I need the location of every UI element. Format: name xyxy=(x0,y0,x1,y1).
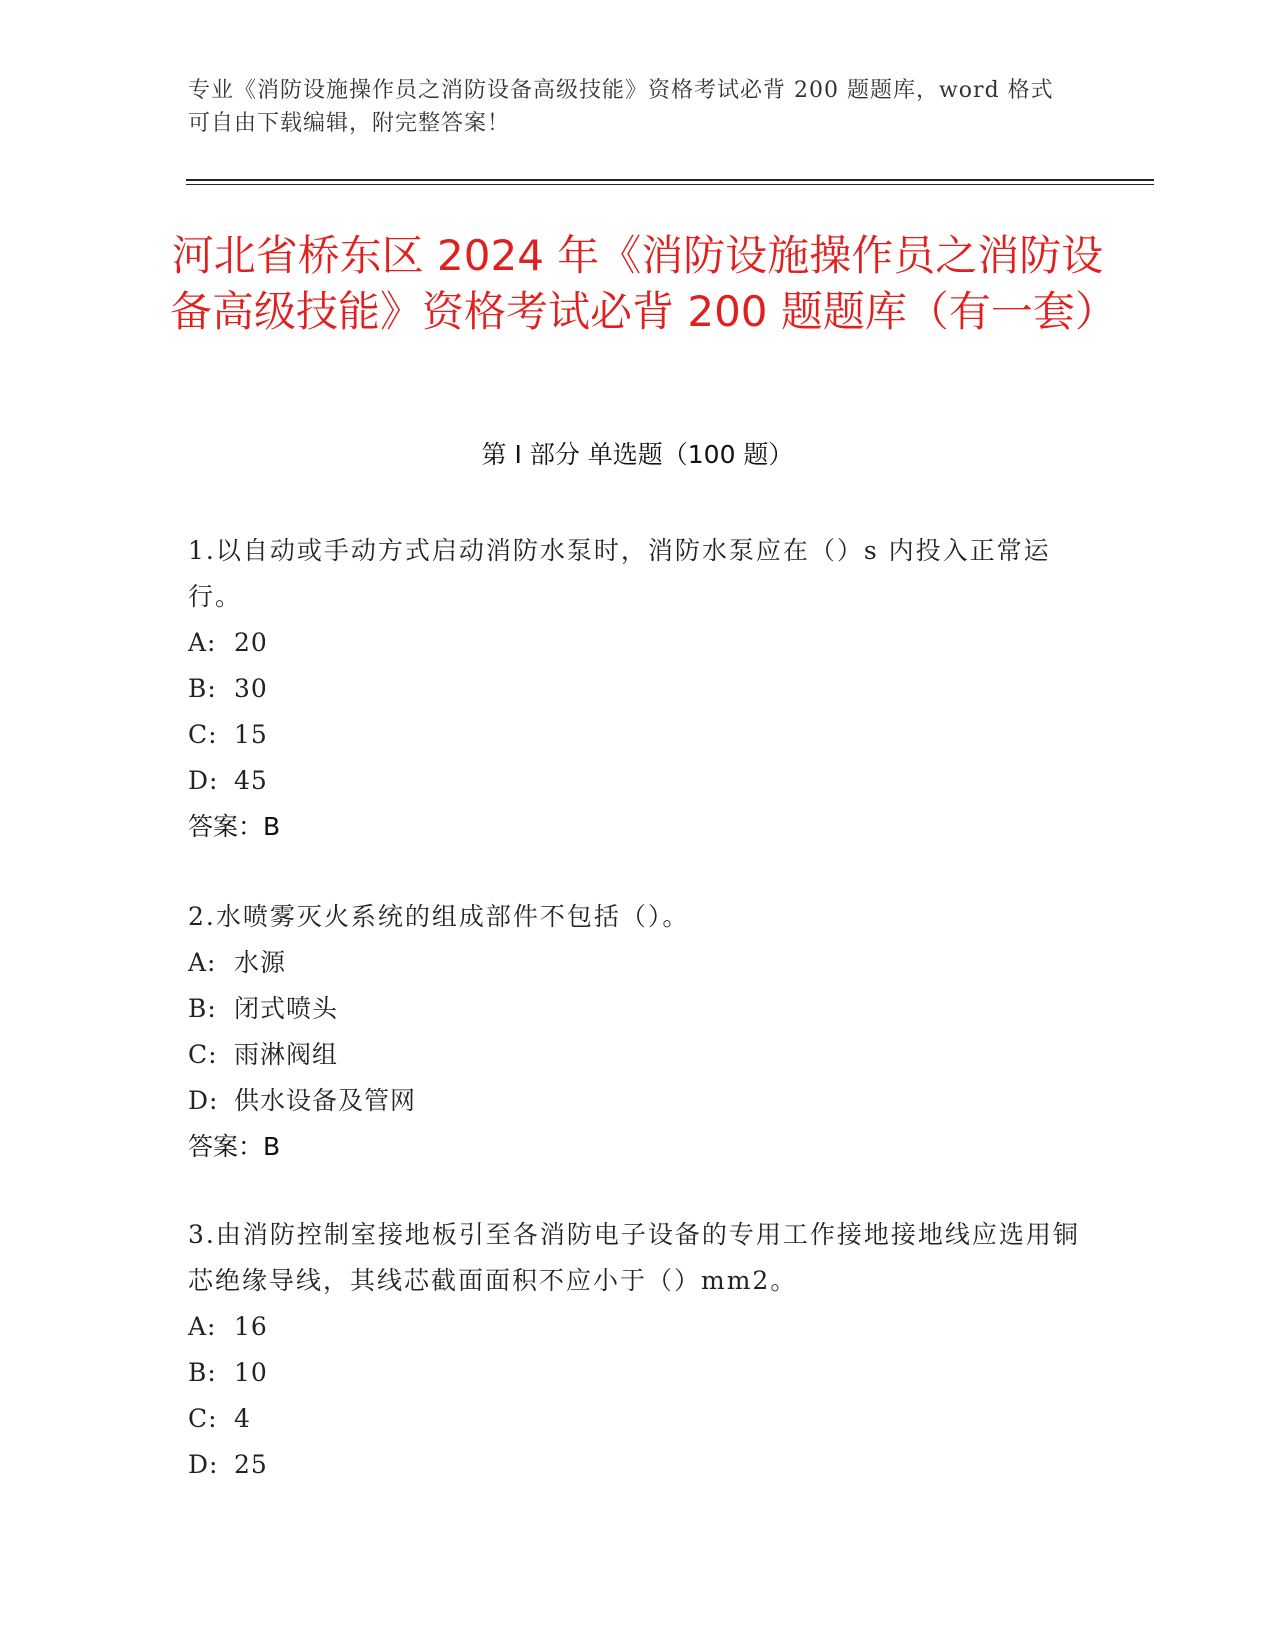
option-d xyxy=(188,1078,1088,1124)
option-text: 闭式喷头 xyxy=(234,994,339,1023)
option-key: B: xyxy=(188,1358,217,1387)
option-text: 4 xyxy=(234,1404,251,1433)
document-title: 河北省桥东区 2024 年《消防设施操作员之消防设备高级技能》资格考试必背 200 题题库（有一套） xyxy=(170,231,1117,336)
option-text: 15 xyxy=(234,720,268,749)
option-text: 供水设备及管网 xyxy=(234,1086,417,1115)
answer-line: 答案：B xyxy=(188,1132,281,1161)
question-1 xyxy=(188,528,1088,850)
option-a xyxy=(188,940,1088,986)
option-text: 20 xyxy=(234,628,268,657)
option-text: 45 xyxy=(234,766,268,795)
question-2 xyxy=(188,894,1088,1170)
option-key: A: xyxy=(188,628,217,657)
option-a xyxy=(188,620,1088,666)
option-key: B: xyxy=(188,674,217,703)
option-b xyxy=(188,1350,1088,1396)
question-stem: 3.由消防控制室接地板引至各消防电子设备的专用工作接地接地线应选用铜芯绝缘导线，其线芯截面面积不应小于（）mm2。 xyxy=(188,1220,1080,1295)
option-key: D: xyxy=(188,1086,219,1115)
option-text: 30 xyxy=(234,674,268,703)
answer-line: 答案：B xyxy=(188,812,281,841)
header-note: 专业《消防设施操作员之消防设备高级技能》资格考试必背 200 题题库，word 格式可自由下载编辑，附完整答案！ xyxy=(188,78,1054,136)
option-key: D: xyxy=(188,1450,219,1479)
option-b xyxy=(188,986,1088,1032)
question-stem: 2.水喷雾灭火系统的组成部件不包括（）。 xyxy=(188,902,690,931)
question-3 xyxy=(188,1212,1088,1488)
option-key: C: xyxy=(188,720,218,749)
option-b xyxy=(188,666,1088,712)
option-c xyxy=(188,1396,1088,1442)
option-key: A: xyxy=(188,948,217,977)
option-d xyxy=(188,758,1088,804)
header-divider-thin xyxy=(186,184,1154,185)
option-key: C: xyxy=(188,1404,218,1433)
option-key: B: xyxy=(188,994,217,1023)
option-c xyxy=(188,1032,1088,1078)
option-key: A: xyxy=(188,1312,217,1341)
option-key: D: xyxy=(188,766,219,795)
question-stem: 1.以自动或手动方式启动消防水泵时，消防水泵应在（）s 内投入正常运行。 xyxy=(188,536,1051,611)
option-key: C: xyxy=(188,1040,218,1069)
option-d xyxy=(188,1442,1088,1488)
option-a xyxy=(188,1304,1088,1350)
option-text: 16 xyxy=(234,1312,268,1341)
option-text: 水源 xyxy=(234,948,287,977)
option-text: 10 xyxy=(234,1358,268,1387)
option-c xyxy=(188,712,1088,758)
option-text: 25 xyxy=(234,1450,268,1479)
option-text: 雨淋阀组 xyxy=(234,1040,339,1069)
header-divider-thick xyxy=(186,179,1154,181)
section-heading: 第 I 部分 单选题（100 题） xyxy=(481,440,794,469)
